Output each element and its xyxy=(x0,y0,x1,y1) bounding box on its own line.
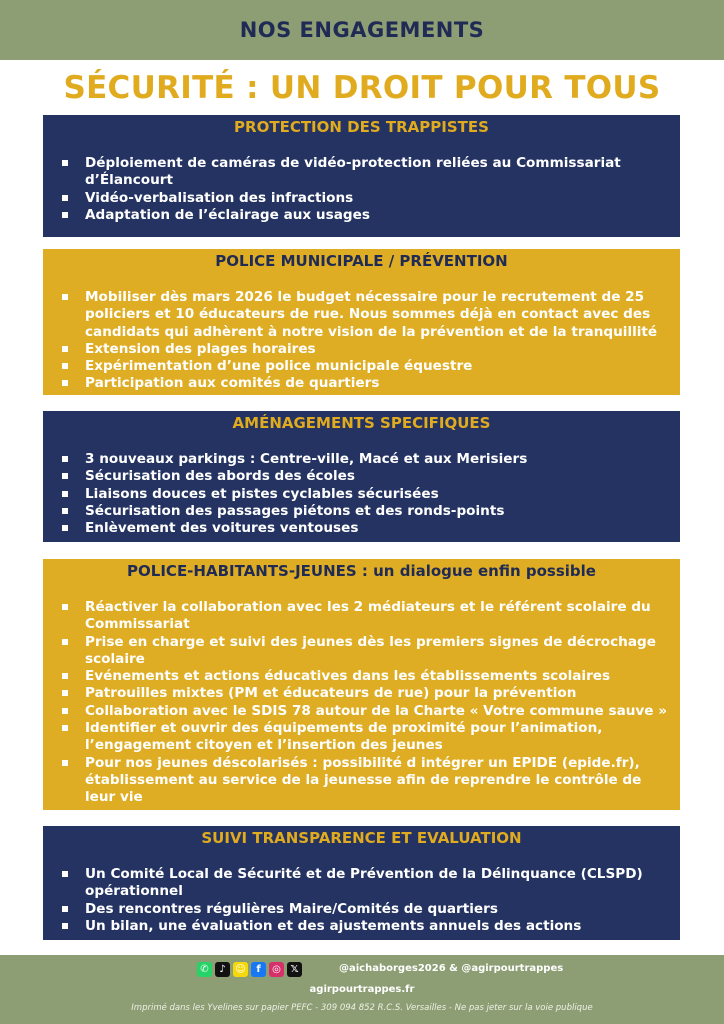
list-item: Enlèvement des voitures ventouses xyxy=(43,520,680,537)
bullet-icon xyxy=(62,508,68,514)
list-item: Sécurisation des abords des écoles xyxy=(43,468,680,485)
bullet-icon xyxy=(62,195,68,201)
bullet-icon xyxy=(62,212,68,218)
list-item: Adaptation de l’éclairage aux usages xyxy=(43,207,680,224)
tiktok-icon[interactable]: ♪ xyxy=(215,962,230,977)
bullet-icon xyxy=(62,346,68,352)
section-title: POLICE-HABITANTS-JEUNES : un dialogue enfin possible xyxy=(127,562,596,580)
list-item: Liaisons douces et pistes cyclables sécurisées xyxy=(43,486,680,503)
list-item: Evénements et actions éducatives dans les établissements scolaires xyxy=(43,668,680,685)
page-title: SÉCURITÉ : UN DROIT POUR TOUS xyxy=(63,70,661,106)
legal-notice: Imprimé dans les Yvelines sur papier PEFC - 309 094 852 R.C.S. Versailles - Ne pas jeter sur la voie publique xyxy=(131,1003,593,1013)
bullet-icon xyxy=(62,708,68,714)
bullet-icon xyxy=(62,906,68,912)
section-list xyxy=(43,289,680,393)
bullet-icon xyxy=(62,725,68,731)
bullet-icon xyxy=(62,871,68,877)
section-list xyxy=(43,451,680,537)
bullet-icon xyxy=(62,604,68,610)
bullet-icon xyxy=(62,473,68,479)
banner-title: NOS ENGAGEMENTS xyxy=(239,18,485,42)
list-item: Des rencontres régulières Maire/Comités de quartiers xyxy=(43,901,680,918)
bullet-icon xyxy=(62,923,68,929)
list-item: Pour nos jeunes déscolarisés : possibilité d intégrer un EPIDE (epide.fr), établissement au service de la jeunesse afin de reprendre le contrôle de leur vie xyxy=(43,755,680,807)
social-icons xyxy=(197,962,302,977)
bullet-icon xyxy=(62,673,68,679)
list-item: Patrouilles mixtes (PM et éducateurs de rue) pour la prévention xyxy=(43,685,680,702)
bullet-icon xyxy=(62,363,68,369)
section-amenagements xyxy=(43,411,680,542)
list-item: Mobiliser dès mars 2026 le budget nécessaire pour le recrutement de 25 policiers et 10 éducateurs de rue. Nous sommes déjà en contact avec des candidats qui adhèrent à notre vision de la prévention et de la tranquillité xyxy=(43,289,680,341)
list-item: Participation aux comités de quartiers xyxy=(43,375,680,392)
bullet-icon xyxy=(62,160,68,166)
list-item: Un bilan, une évaluation et des ajustements annuels des actions xyxy=(43,918,680,935)
bullet-icon xyxy=(62,380,68,386)
bullet-icon xyxy=(62,760,68,766)
bullet-icon xyxy=(62,690,68,696)
section-title: SUIVI TRANSPARENCE ET EVALUATION xyxy=(201,829,522,847)
section-title: AMÉNAGEMENTS SPECIFIQUES xyxy=(232,414,491,432)
list-item: Réactiver la collaboration avec les 2 médiateurs et le référent scolaire du Commissariat xyxy=(43,599,680,634)
website-link[interactable]: agirpourtrappes.fr xyxy=(309,984,415,995)
x-icon[interactable]: 𝕏 xyxy=(287,962,302,977)
section-suivi xyxy=(43,826,680,940)
bullet-icon xyxy=(62,294,68,300)
list-item: Sécurisation des passages piétons et des ronds-points xyxy=(43,503,680,520)
bullet-icon xyxy=(62,456,68,462)
list-item: Identifier et ouvrir des équipements de proximité pour l’animation, l’engagement citoyen et l’insertion des jeunes xyxy=(43,720,680,755)
list-item: Vidéo-verbalisation des infractions xyxy=(43,190,680,207)
list-item: Un Comité Local de Sécurité et de Prévention de la Délinquance (CLSPD) opérationnel xyxy=(43,866,680,901)
bullet-icon xyxy=(62,639,68,645)
list-item: Expérimentation d’une police municipale équestre xyxy=(43,358,680,375)
top-banner xyxy=(0,0,724,60)
section-list xyxy=(43,599,680,807)
whatsapp-icon[interactable]: ✆ xyxy=(197,962,212,977)
section-list xyxy=(43,866,680,935)
list-item: Prise en charge et suivi des jeunes dès les premiers signes de décrochage scolaire xyxy=(43,634,680,669)
social-handles: @aichaborges2026 & @agirpourtrappes xyxy=(339,963,564,974)
section-title: POLICE MUNICIPALE / PRÉVENTION xyxy=(215,252,508,270)
section-police-municipale xyxy=(43,249,680,395)
section-protection xyxy=(43,115,680,237)
list-item: 3 nouveaux parkings : Centre-ville, Macé et aux Merisiers xyxy=(43,451,680,468)
list-item: Extension des plages horaires xyxy=(43,341,680,358)
snapchat-icon[interactable]: ☺ xyxy=(233,962,248,977)
facebook-icon[interactable]: f xyxy=(251,962,266,977)
bullet-icon xyxy=(62,525,68,531)
list-item: Collaboration avec le SDIS 78 autour de la Charte « Votre commune sauve » xyxy=(43,703,680,720)
list-item: Déploiement de caméras de vidéo-protection reliées au Commissariat d’Élancourt xyxy=(43,155,680,190)
bullet-icon xyxy=(62,491,68,497)
section-police-habitants-jeunes xyxy=(43,559,680,810)
section-list xyxy=(43,155,680,224)
section-title: PROTECTION DES TRAPPISTES xyxy=(234,118,489,136)
instagram-icon[interactable]: ◎ xyxy=(269,962,284,977)
